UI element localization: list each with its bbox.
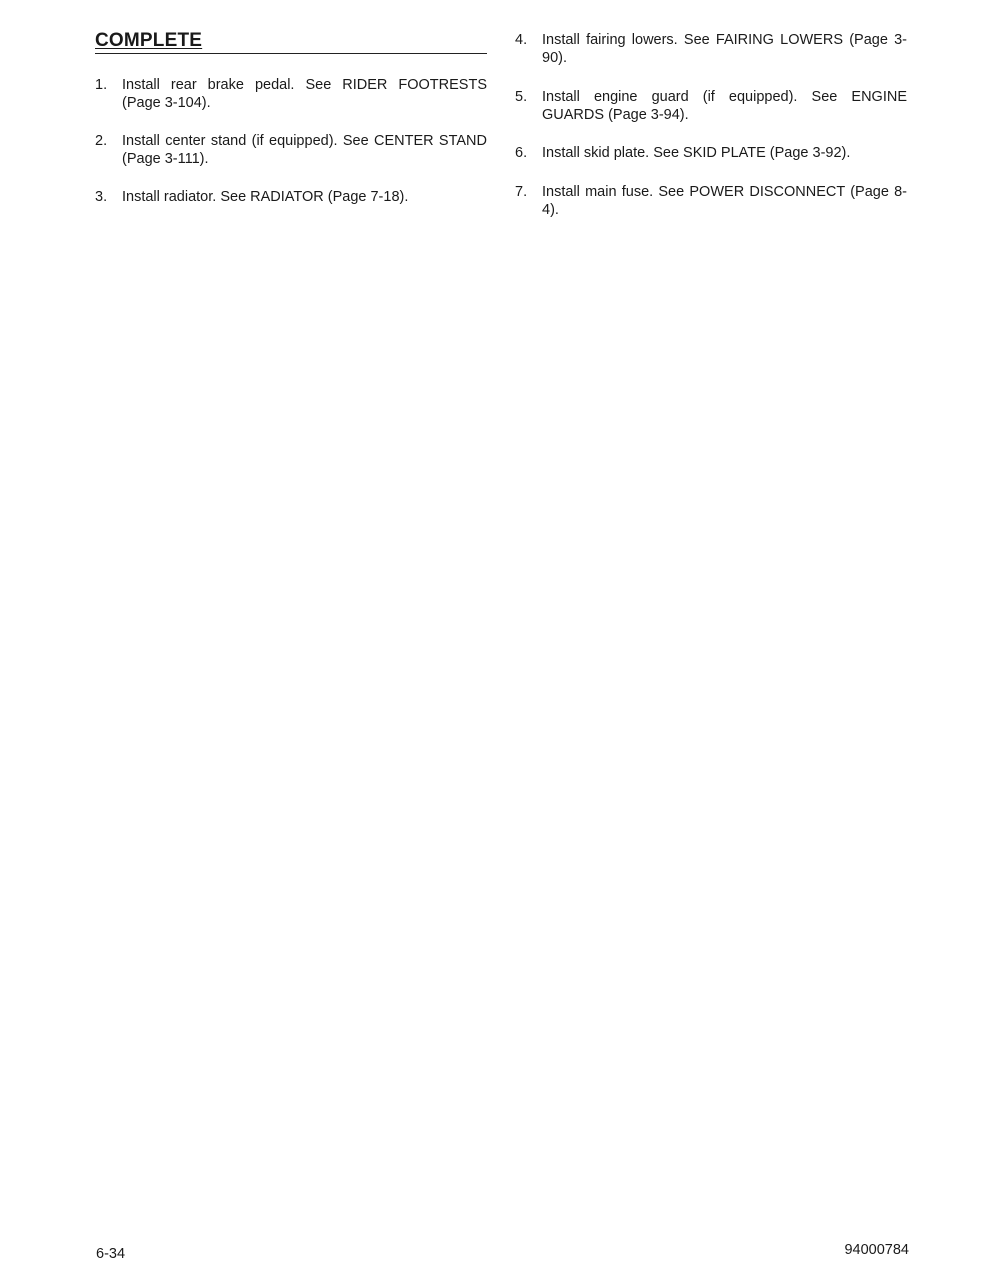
step-number: 2. [95,133,108,149]
step-text: Install skid plate. See SKID PLATE (Page 3-92). [542,145,851,161]
list-item [95,76,487,112]
list-item [515,31,907,67]
list-item [515,144,907,162]
step-number: 4. [515,32,528,48]
list-item [95,188,487,206]
step-number: 5. [515,89,528,105]
step-text: Install engine guard (if equipped). See ENGINE GUARDS (Page 3-94). [542,89,907,123]
right-column [515,30,907,239]
step-number: 1. [95,77,108,93]
step-number: 6. [515,145,528,161]
step-text: Install fairing lowers. See FAIRING LOWERS (Page 3-90). [542,32,907,66]
steps-list-left [95,76,487,206]
steps-list-right [515,31,907,219]
step-number: 7. [515,184,528,200]
list-item [515,183,907,219]
list-item [515,88,907,124]
page-number: 6-34 [96,1246,126,1262]
list-item [95,132,487,168]
step-number: 3. [95,189,108,205]
step-text: Install rear brake pedal. See RIDER FOOTRESTS (Page 3-104). [122,77,487,111]
document-number: 94000784 [844,1242,909,1258]
left-column [95,30,487,226]
section-title: COMPLETE [95,30,487,54]
step-text: Install main fuse. See POWER DISCONNECT (Page 8-4). [542,184,907,218]
step-text: Install radiator. See RADIATOR (Page 7-18). [122,189,409,205]
step-text: Install center stand (if equipped). See CENTER STAND (Page 3-111). [122,133,487,167]
